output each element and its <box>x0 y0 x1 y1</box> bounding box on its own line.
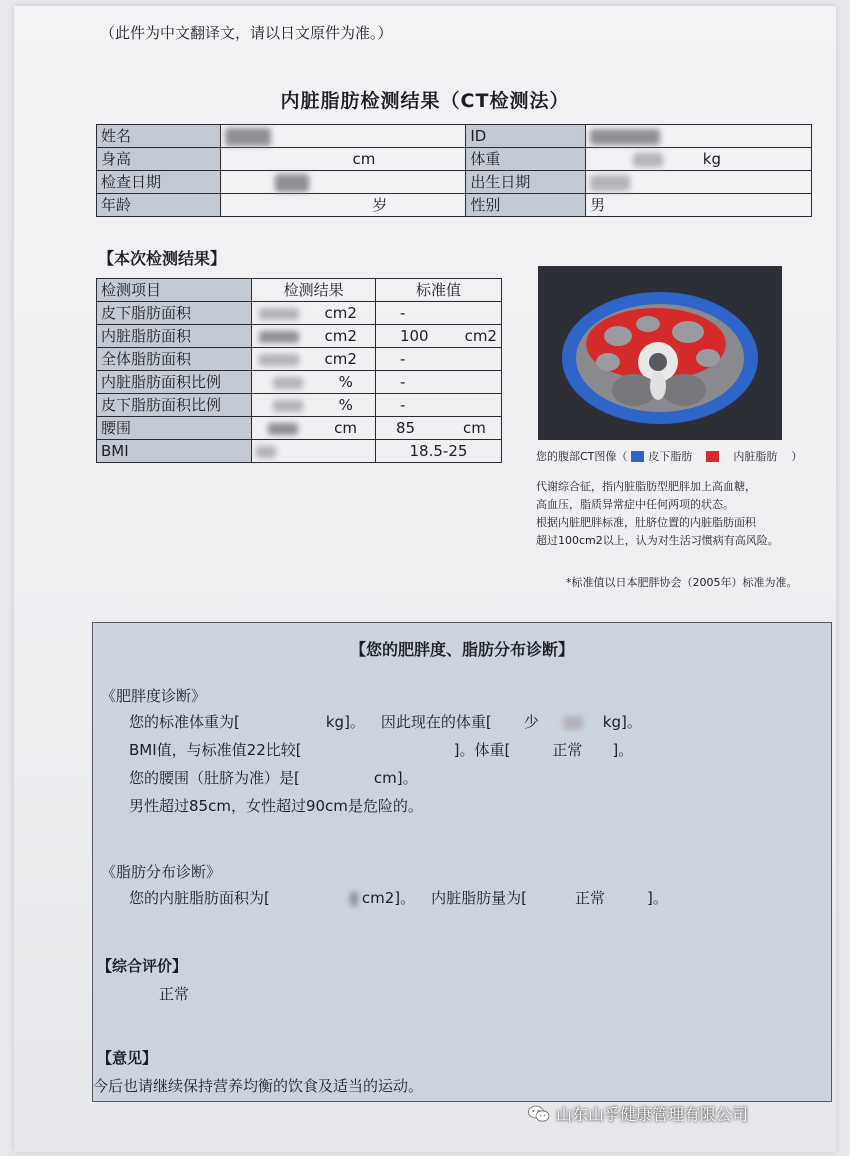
text: kg]。 <box>325 713 365 731</box>
id-label: ID <box>466 125 586 148</box>
standard-value: 100 <box>399 327 429 345</box>
organ-shape <box>596 353 620 371</box>
redacted-value <box>563 716 583 730</box>
standard-unit: cm <box>463 419 486 437</box>
birth-date-label: 出生日期 <box>466 171 586 194</box>
redacted-value <box>259 354 299 366</box>
note-line: 高血压，脂质异常症中任何两项的状态。 <box>536 498 734 511</box>
ct-scan-image <box>538 266 782 440</box>
footnote: *标准值以日本肥胖协会（2005年）标准为准。 <box>566 576 798 589</box>
line-standard-weight <box>129 711 642 732</box>
patient-info-table <box>96 124 812 217</box>
diagnosis-title: 【您的肥胖度、脂肪分布诊断】 <box>349 640 574 659</box>
table-row <box>97 171 812 194</box>
row-item: BMI <box>97 440 252 463</box>
organ-shape <box>696 349 720 367</box>
row-unit: cm2 <box>324 304 357 322</box>
obesity-heading: 《肥胖度诊断》 <box>101 687 207 705</box>
opinion-heading: 【意见】 <box>97 1049 158 1067</box>
standard-value: - <box>399 396 406 414</box>
row-unit: % <box>338 373 353 391</box>
caption-prefix: 您的腹部CT图像（ <box>536 450 628 463</box>
row-result <box>252 302 376 325</box>
line-visceral-area <box>129 887 668 908</box>
text: 您的内脏脂肪面积为[ <box>129 889 270 907</box>
row-unit: cm <box>334 419 357 437</box>
diagnosis-box <box>92 622 832 1102</box>
row-result <box>252 371 376 394</box>
row-standard <box>375 371 501 394</box>
visceral-swatch <box>706 451 719 462</box>
fat-distribution-heading: 《脂肪分布诊断》 <box>101 863 222 881</box>
table-row <box>97 302 502 325</box>
standard-value: - <box>399 304 406 322</box>
note-line: 根据内脏肥胖标准，肚脐位置的内脏脂肪面积 <box>536 516 756 529</box>
redacted-value <box>273 400 303 412</box>
redacted-birth-date <box>590 175 630 191</box>
table-row <box>97 279 502 302</box>
row-result <box>252 348 376 371</box>
row-item: 内脏脂肪面积比例 <box>97 371 252 394</box>
redacted-value <box>350 892 358 906</box>
text: ]。 <box>612 741 634 759</box>
weight-diff-label: 少 <box>523 713 539 731</box>
height-unit: cm <box>352 150 376 168</box>
table-row <box>97 325 502 348</box>
ct-caption <box>536 448 802 464</box>
muscle-shape <box>612 374 656 406</box>
visceral-fat-status: 正常 <box>574 889 605 907</box>
age-label: 年龄 <box>97 194 221 217</box>
table-row <box>97 148 812 171</box>
overall-heading: 【综合评价】 <box>97 957 188 975</box>
row-result <box>252 417 376 440</box>
text: 您的标准体重为[ <box>129 713 240 731</box>
row-item: 皮下脂肪面积比例 <box>97 394 252 417</box>
row-result <box>252 440 376 463</box>
height-value <box>220 148 466 171</box>
text: BMI值，与标准值22比较[ <box>129 741 302 759</box>
text: 因此现在的体重[ <box>380 713 492 731</box>
organ-shape <box>672 321 704 343</box>
sex-label: 性别 <box>466 194 586 217</box>
header-standard: 标准值 <box>375 279 501 302</box>
vertebra-canal <box>649 353 667 371</box>
row-result <box>252 325 376 348</box>
results-table <box>96 278 502 463</box>
table-row <box>97 417 502 440</box>
ct-scan-illustration <box>538 266 782 440</box>
note-line: 超过100cm2以上，认为对生活习惯病有高风险。 <box>536 534 779 547</box>
redacted-exam-date <box>275 174 309 192</box>
weight-label: 体重 <box>466 148 586 171</box>
text: ]。 <box>647 889 668 907</box>
line-waist <box>129 767 418 788</box>
height-label: 身高 <box>97 148 221 171</box>
sex-value: 男 <box>586 194 812 217</box>
line-waist-threshold: 男性超过85cm，女性超过90cm是危险的。 <box>129 797 423 815</box>
row-standard <box>375 348 501 371</box>
muscle-shape <box>662 374 706 406</box>
subcutaneous-label: 皮下脂肪 <box>648 450 693 463</box>
age-value <box>220 194 466 217</box>
standard-value: - <box>399 350 406 368</box>
weight-status: 正常 <box>552 741 583 759</box>
row-item: 腰围 <box>97 417 252 440</box>
row-unit: % <box>338 396 353 414</box>
row-standard <box>375 302 501 325</box>
row-item: 皮下脂肪面积 <box>97 302 252 325</box>
standard-value: 85 <box>395 419 416 437</box>
text: kg]。 <box>602 713 642 731</box>
row-item: 全体脂肪面积 <box>97 348 252 371</box>
text: cm2]。 <box>361 889 416 907</box>
table-row <box>97 194 812 217</box>
row-standard <box>375 417 501 440</box>
visceral-label: 内脏脂肪 <box>733 450 778 463</box>
text: 您的腰围（肚脐为准）是[ <box>129 769 300 787</box>
redacted-value <box>256 446 276 458</box>
id-value <box>586 125 812 148</box>
caption-suffix: ） <box>791 450 803 463</box>
header-result: 检测结果 <box>252 279 376 302</box>
redacted-weight <box>633 153 663 167</box>
redacted-id <box>590 129 660 145</box>
row-item: 内脏脂肪面积 <box>97 325 252 348</box>
standard-value: 18.5-25 <box>409 442 468 460</box>
redacted-value <box>259 331 299 343</box>
table-row <box>97 348 502 371</box>
watermark <box>528 1102 748 1125</box>
results-section-title: 【本次检测结果】 <box>98 249 227 268</box>
table-row <box>97 440 502 463</box>
text: cm]。 <box>373 769 418 787</box>
note-line: 代谢综合征，指内脏脂肪型肥胖加上高血糖， <box>536 480 756 493</box>
overall-value: 正常 <box>159 985 190 1003</box>
redacted-name <box>225 128 271 146</box>
standard-unit: cm2 <box>464 327 497 345</box>
translation-note: （此件为中文翻译文，请以日文原件为准。） <box>100 24 393 42</box>
weight-unit: kg <box>702 150 721 168</box>
table-row <box>97 394 502 417</box>
spinous-process <box>650 372 666 400</box>
notes-block <box>536 478 806 550</box>
organ-shape <box>604 326 632 346</box>
exam-date-value <box>220 171 466 194</box>
name-value <box>220 125 466 148</box>
page-title: 内脏脂肪检测结果（CT检测法） <box>280 90 570 112</box>
text: ]。体重[ <box>453 741 511 759</box>
redacted-value <box>259 308 299 320</box>
line-bmi <box>129 739 633 760</box>
weight-value <box>586 148 812 171</box>
row-unit: cm2 <box>324 350 357 368</box>
row-standard <box>375 440 501 463</box>
row-result <box>252 394 376 417</box>
watermark-text: 山东山孚健康管理有限公司 <box>556 1105 749 1124</box>
exam-date-label: 检查日期 <box>97 171 221 194</box>
text: 内脏脂肪量为[ <box>431 889 527 907</box>
redacted-value <box>273 377 303 389</box>
organ-shape <box>636 316 660 332</box>
row-standard <box>375 325 501 348</box>
birth-date-value <box>586 171 812 194</box>
table-row <box>97 371 502 394</box>
age-unit: 岁 <box>372 196 388 214</box>
table-row <box>97 125 812 148</box>
redacted-value <box>268 423 298 435</box>
row-unit: cm2 <box>324 327 357 345</box>
opinion-text: 今后也请继续保持营养均衡的饮食及适当的运动。 <box>93 1077 424 1095</box>
wechat-icon <box>528 1105 550 1123</box>
row-standard <box>375 394 501 417</box>
subcutaneous-swatch <box>631 451 644 462</box>
header-item: 检测项目 <box>97 279 252 302</box>
name-label: 姓名 <box>97 125 221 148</box>
standard-value: - <box>399 373 406 391</box>
